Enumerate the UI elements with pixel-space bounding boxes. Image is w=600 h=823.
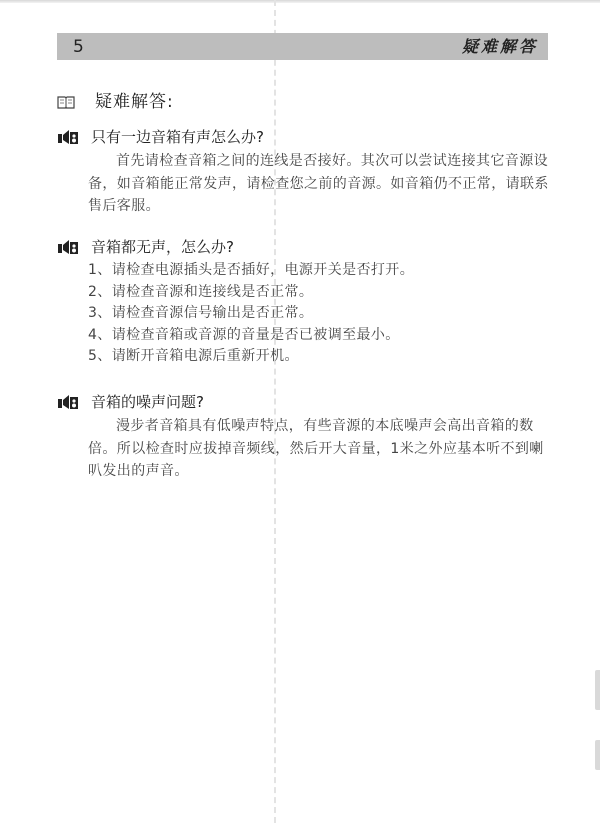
list-item: 2、请检查音源和连接线是否正常。 — [88, 283, 314, 300]
page-number: 5 — [73, 37, 84, 57]
question-title: 音箱都无声，怎么办? — [91, 238, 234, 256]
speaker-icon — [57, 394, 79, 410]
list-item: 1、请检查电源插头是否插好，电源开关是否打开。 — [88, 262, 415, 278]
list-item: 4、请检查音箱或音源的音量是否已被调至最小。 — [88, 326, 400, 343]
question-3 — [57, 391, 547, 483]
speaker-icon — [57, 129, 79, 145]
answer-list — [88, 260, 547, 368]
answer-paragraph: 漫步者音箱具有低噪声特点，有些音源的本底噪声会高出音箱的数倍。所以检查时应拔掉音频线，然后开大音量，1米之外应基本听不到喇叭发出的声音。 — [88, 418, 544, 479]
question-title: 只有一边音箱有声怎么办? — [91, 128, 264, 146]
question-1 — [57, 126, 547, 218]
question-title: 音箱的噪声问题? — [91, 393, 204, 411]
list-item: 3、请检查音源信号输出是否正常。 — [88, 305, 314, 321]
question-2 — [57, 236, 547, 368]
section-heading — [57, 90, 174, 114]
page-top-edge — [0, 0, 600, 3]
book-icon — [57, 95, 75, 109]
answer-paragraph: 首先请检查音箱之间的连线是否接好。其次可以尝试连接其它音源设备，如音箱能正常发声，请检查您之前的音源。如音箱仍不正常，请联系售后客服。 — [88, 153, 549, 214]
speaker-icon — [57, 239, 79, 255]
header-title: 疑难解答 — [461, 37, 538, 56]
section-title: 疑难解答: — [95, 92, 174, 112]
list-item: 5、请断开音箱电源后重新开机。 — [88, 348, 299, 364]
page-edge-mark — [595, 740, 600, 770]
page-edge-mark — [595, 670, 600, 710]
